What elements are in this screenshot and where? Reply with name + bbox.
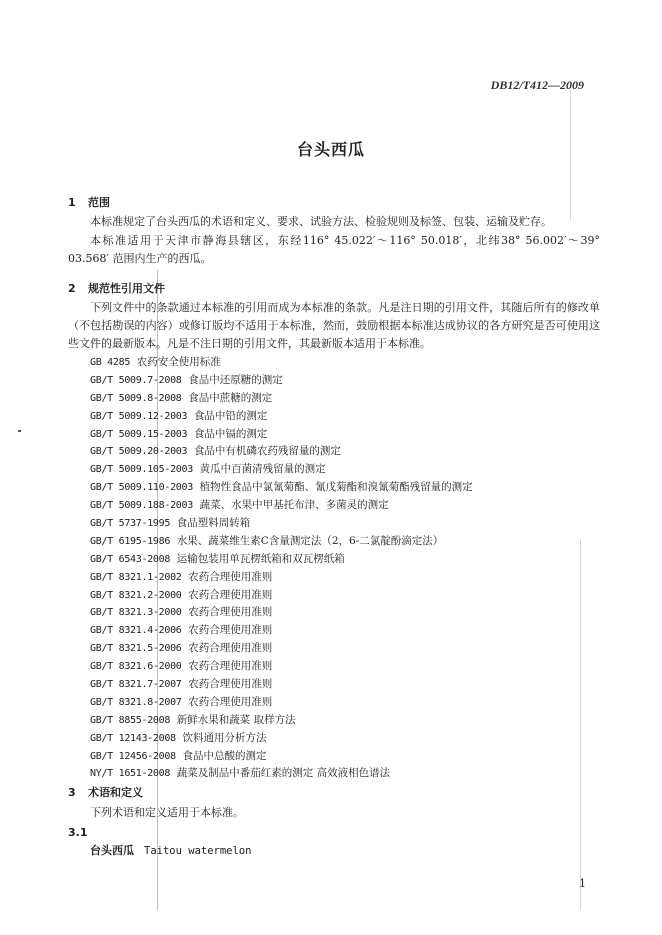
reference-item [90, 408, 473, 426]
reference-code: GB/T 12143-2008 [90, 732, 176, 744]
reference-name: 农药合理使用准则 [188, 570, 273, 583]
reference-item [90, 461, 473, 479]
reference-code: NY/T 1651-2008 [90, 768, 171, 780]
reference-item [90, 497, 473, 515]
reference-name: 食品中镉的测定 [193, 427, 268, 440]
reference-code: GB/T 8321.4-2006 [90, 625, 182, 637]
reference-name: 饮料通用分析方法 [182, 731, 267, 744]
reference-name: 农药合理使用准则 [188, 695, 273, 708]
reference-item [90, 730, 473, 748]
document-title: 台头西瓜 [296, 140, 365, 159]
reference-name: 农药合理使用准则 [188, 660, 273, 673]
term-english: Taitou watermelon [144, 845, 252, 857]
section-title: 范围 [88, 196, 110, 209]
reference-code: GB/T 6543-2008 [90, 553, 171, 565]
reference-code: GB/T 8321.5-2006 [90, 643, 182, 655]
reference-item [90, 354, 473, 372]
section-1-paragraph-2: 本标准适用于天津市静海县辖区，东经116° 45.022′～116° 50.018′，北纬38° 56.002′～39° 03.568′ 范围内生产的西瓜。 [68, 234, 600, 265]
reference-code: GB/T 5009.7-2008 [90, 374, 182, 386]
reference-code: GB/T 8321.1-2002 [90, 571, 182, 583]
reference-item [90, 676, 473, 694]
reference-list [90, 354, 473, 783]
reference-code: GB/T 5009.8-2008 [90, 392, 182, 404]
reference-name: 水果、蔬菜维生素C含量测定法（2，6-二氯靛酚滴定法） [176, 534, 444, 547]
reference-code: GB/T 8321.2-2000 [90, 589, 182, 601]
page-number: 1 [579, 877, 586, 890]
reference-code: GB/T 8321.3-2000 [90, 607, 182, 619]
scan-speck [18, 430, 21, 432]
scan-artifact-line [580, 540, 581, 910]
reference-item [90, 569, 473, 587]
reference-name: 农药合理使用准则 [188, 606, 273, 619]
reference-item [90, 640, 473, 658]
reference-code: GB/T 5009.110-2003 [90, 482, 193, 494]
reference-code: GB/T 5737-1995 [90, 518, 171, 530]
term-definition [90, 842, 251, 858]
section-number: 2 [68, 282, 76, 295]
section-1-paragraph-1: 本标准规定了台头西瓜的术语和定义、要求、试验方法、检验规则及标签、包装、运输及贮存。 [90, 215, 552, 228]
reference-name: 食品中铅的测定 [193, 409, 268, 422]
term-chinese: 台头西瓜 [90, 844, 134, 857]
reference-code: GB/T 5009.105-2003 [90, 464, 193, 476]
reference-item [90, 658, 473, 676]
section-3-paragraph-1: 下列术语和定义适用于本标准。 [90, 806, 244, 819]
reference-item [90, 587, 473, 605]
section-2-paragraph-1: 下列文件中的条款通过本标准的引用而成为本标准的条款。凡是注日期的引用文件，其随后所有的修改单（不包括勘误的内容）或修订版均不适用于本标准，然而，鼓励根据本标准达成协议的各方研究是否可使用这些文件的最新版本。凡是不注日期的引用文件，其最新版本适用于本标准。 [68, 301, 600, 350]
reference-name: 新鲜水果和蔬菜 取样方法 [176, 713, 296, 726]
reference-code: GB/T 5009.20-2003 [90, 446, 188, 458]
reference-name: 食品中总酸的测定 [182, 749, 267, 762]
reference-name: 农药合理使用准则 [188, 588, 273, 601]
reference-code: GB/T 5009.15-2003 [90, 428, 188, 440]
reference-item [90, 390, 473, 408]
reference-name: 农药合理使用准则 [188, 624, 273, 637]
reference-item [90, 551, 473, 569]
reference-item [90, 712, 473, 730]
section-title: 术语和定义 [88, 786, 143, 799]
reference-name: 农药安全使用标准 [136, 356, 221, 368]
reference-code: GB/T 12456-2008 [90, 750, 176, 762]
reference-item [90, 372, 473, 390]
section-title: 规范性引用文件 [88, 282, 165, 295]
reference-name: 食品中还原糖的测定 [188, 373, 283, 386]
section-heading-1 [68, 194, 110, 210]
reference-code: GB/T 8321.6-2000 [90, 661, 182, 673]
reference-name: 食品塑料周转箱 [176, 517, 251, 530]
reference-name: 蔬菜、水果中甲基托布津、多菌灵的测定 [199, 499, 389, 512]
section-heading-3 [68, 784, 143, 800]
reference-item [90, 533, 473, 551]
reference-name: 植物性食品中氯氰菊酯、氰戊菊酯和溴氰菊酯残留量的测定 [199, 481, 473, 494]
reference-item [90, 515, 473, 533]
reference-name: 农药合理使用准则 [188, 642, 273, 655]
section-number: 3 [68, 786, 76, 799]
document-code: DB12/T412—2009 [490, 78, 584, 92]
reference-name: 食品中蔗糖的测定 [188, 391, 273, 404]
reference-code: GB/T 5009.12-2003 [90, 410, 188, 422]
reference-item [90, 694, 473, 712]
term-number: 3.1 [68, 826, 88, 839]
section-number: 1 [68, 196, 76, 209]
reference-code: GB 4285 [90, 357, 131, 368]
reference-item [90, 748, 473, 766]
reference-name: 食品中有机磷农药残留量的测定 [193, 445, 341, 458]
reference-item [90, 426, 473, 444]
reference-name: 黄瓜中百菌清残留量的测定 [199, 463, 326, 476]
reference-item [90, 443, 473, 461]
reference-code: GB/T 6195-1986 [90, 535, 171, 547]
section-heading-2 [68, 280, 165, 296]
reference-code: GB/T 8321.7-2007 [90, 679, 182, 691]
reference-item [90, 622, 473, 640]
reference-code: GB/T 8855-2008 [90, 714, 171, 726]
reference-code: GB/T 5009.188-2003 [90, 500, 193, 512]
reference-item [90, 604, 473, 622]
reference-name: 农药合理使用准则 [188, 678, 273, 691]
reference-item [90, 765, 473, 783]
reference-code: GB/T 8321.8-2007 [90, 696, 182, 708]
reference-item [90, 479, 473, 497]
reference-name: 蔬菜及制品中番茄红素的测定 高效液相色谱法 [176, 767, 391, 780]
reference-name: 运输包装用单瓦楞纸箱和双瓦楞纸箱 [176, 552, 345, 565]
